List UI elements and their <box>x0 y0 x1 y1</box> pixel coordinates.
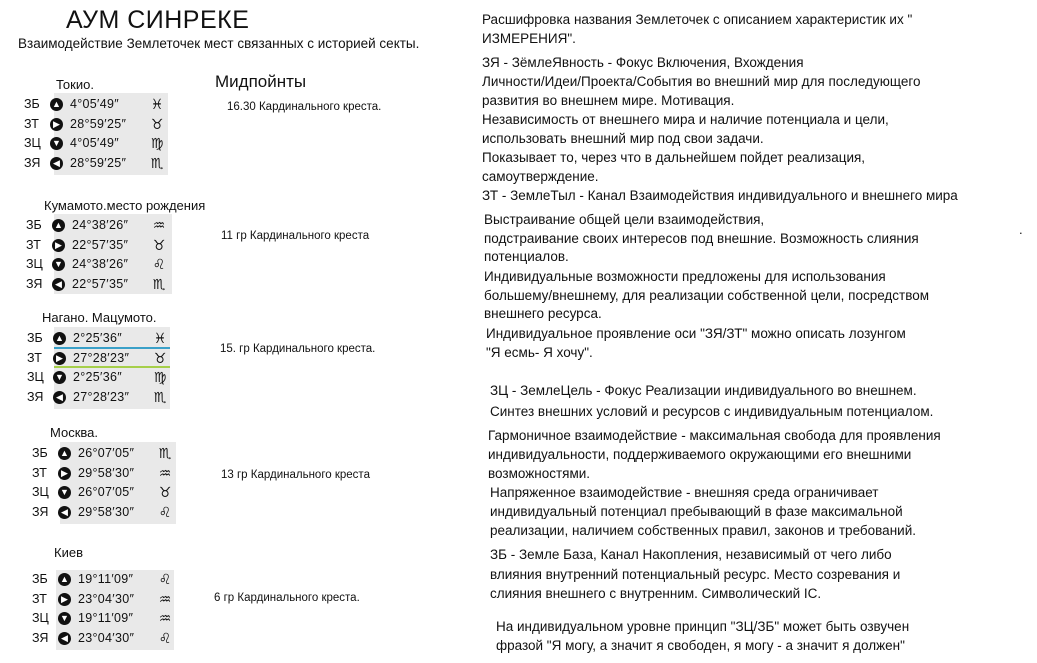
point-label: ЗЯ <box>27 389 44 404</box>
arrow-right-icon: ▶ <box>58 593 71 606</box>
arrow-down-icon: ▼ <box>58 486 71 499</box>
arrow-left-icon: ◀ <box>53 391 66 404</box>
zodiac-sign-icon: ♉ <box>150 115 164 132</box>
point-label: ЗТ <box>24 116 39 131</box>
position-row <box>24 134 174 153</box>
position-row <box>27 329 177 348</box>
arrow-down-icon: ▼ <box>52 258 65 271</box>
position-row <box>32 609 182 628</box>
arrow-up-icon: ▲ <box>50 98 63 111</box>
green-highlight-line <box>54 366 170 368</box>
arrow-left-icon: ◀ <box>50 157 63 170</box>
position-row <box>26 255 176 274</box>
arrow-right-icon: ▶ <box>58 467 71 480</box>
position-row <box>32 503 182 522</box>
description-line: индивидуальный потенциал пребывающий в фазе максимальной <box>490 504 903 519</box>
description-line: Расшифровка названия Землеточек с описанием характеристик их " <box>482 12 913 27</box>
city-name: Кумамото.место рождения <box>44 198 206 213</box>
position-row <box>24 115 174 134</box>
degree-value: 27°28′23″ <box>73 350 130 365</box>
page-subtitle: Взаимодействие Землеточек мест связанных с историей секты. <box>18 36 420 51</box>
point-label: ЗЯ <box>26 276 43 291</box>
zodiac-sign-icon: ♌ <box>158 629 172 646</box>
point-label: ЗЦ <box>32 611 49 625</box>
description-line: Личности/Идеи/Проекта/События во внешний мир для последующего <box>482 74 921 89</box>
degree-value: 29°58′30″ <box>78 465 135 480</box>
description-line: "Я есмь- Я хочу". <box>486 345 593 360</box>
degree-value: 19°11′09″ <box>78 572 134 586</box>
arrow-up-icon: ▲ <box>58 447 71 460</box>
description-line: развития во внешнем мире. Мотивация. <box>482 93 735 108</box>
description-line: Показывает то, через что в дальнейшем пойдет реализация, <box>482 150 866 165</box>
point-label: ЗТ <box>32 591 47 606</box>
point-label: ЗБ <box>32 572 48 586</box>
description-line: Напряженное взаимодействие - внешняя среда ограничивает <box>490 485 879 500</box>
midpoint-value: 6 гр Кардинального креста. <box>214 592 360 604</box>
point-label: ЗЦ <box>26 257 43 271</box>
degree-value: 4°05′49″ <box>70 136 119 150</box>
position-row <box>27 349 177 368</box>
description-line: реализации, наличием собственных правил, законов и требований. <box>490 523 916 538</box>
description-line: Независимость от внешнего мира и наличие потенциала и цели, <box>482 112 889 127</box>
description-line: ЗБ - Земле База, Канал Накопления, независимый от чего либо <box>490 547 892 562</box>
description-line: большему/внешнему, для реализации собственной цели, посредством <box>484 288 930 303</box>
zodiac-sign-icon: ♒ <box>158 590 172 607</box>
degree-value: 26°07′05″ <box>78 446 135 460</box>
description-line: возможностями. <box>488 466 591 481</box>
blue-highlight-line <box>54 347 170 349</box>
midpoint-value: 13 гр Кардинального креста <box>221 469 370 481</box>
description-line: индивидуальности, поддерживаемого окружающими его внешними <box>488 447 912 462</box>
arrow-left-icon: ◀ <box>52 278 65 291</box>
degree-value: 19°11′09″ <box>78 611 134 625</box>
degree-value: 22°57′35″ <box>72 276 129 291</box>
arrow-up-icon: ▲ <box>53 332 66 345</box>
point-label: ЗТ <box>26 237 41 252</box>
zodiac-sign-icon: ♏ <box>153 388 167 405</box>
description-line: ЗТ - ЗемлеТыл - Канал Взаимодействия индивидуального и внешнего мира <box>482 188 958 203</box>
description-line: использовать внешний мир под свои задачи. <box>482 131 764 146</box>
midpoint-value: 16.30 Кардинального креста. <box>227 101 382 113</box>
description-line: Синтез внешних условий и ресурсов с индивидуальным потенциалом. <box>490 404 934 419</box>
arrow-down-icon: ▼ <box>50 137 63 150</box>
degree-value: 27°28′23″ <box>73 389 130 404</box>
degree-value: 23°04′30″ <box>78 591 135 606</box>
degree-value: 28°59′25″ <box>70 116 127 131</box>
point-label: ЗТ <box>32 465 47 480</box>
arrow-down-icon: ▼ <box>58 612 71 625</box>
degree-value: 26°07′05″ <box>78 485 135 499</box>
stray-dot: . <box>1019 222 1023 237</box>
zodiac-sign-icon: ♍ <box>153 369 167 385</box>
position-row <box>26 216 176 235</box>
arrow-down-icon: ▼ <box>53 371 66 384</box>
description-line: подстраивание своих интересов под внешние. Возможность слияния <box>484 231 919 246</box>
zodiac-sign-icon: ♒ <box>158 610 172 626</box>
zodiac-sign-icon: ♒ <box>158 464 172 481</box>
midpoint-value: 15. гр Кардинального креста. <box>220 343 376 355</box>
zodiac-sign-icon: ♒ <box>152 217 166 233</box>
arrow-up-icon: ▲ <box>58 573 71 586</box>
arrow-right-icon: ▶ <box>52 239 65 252</box>
point-label: ЗБ <box>27 331 43 345</box>
arrow-left-icon: ◀ <box>58 632 71 645</box>
degree-value: 29°58′30″ <box>78 504 135 519</box>
city-name: Нагано. Мацумото. <box>42 310 157 325</box>
description-line: ЗЦ - ЗемлеЦель - Фокус Реализации индивидуального во внешнем. <box>490 383 917 398</box>
city-name: Москва. <box>50 425 98 440</box>
zodiac-sign-icon: ♌ <box>152 256 166 272</box>
position-row <box>32 444 182 463</box>
degree-value: 24°38′26″ <box>72 257 129 271</box>
zodiac-sign-icon: ♉ <box>152 236 166 253</box>
point-label: ЗЦ <box>27 370 44 384</box>
degree-value: 2°25′36″ <box>73 331 122 345</box>
degree-value: 23°04′30″ <box>78 630 135 645</box>
zodiac-sign-icon: ♏ <box>158 445 172 461</box>
midpoints-heading: Мидпойнты <box>215 72 307 91</box>
zodiac-sign-icon: ♉ <box>153 349 167 366</box>
zodiac-sign-icon: ♉ <box>158 484 172 500</box>
zodiac-sign-icon: ♌ <box>158 571 172 587</box>
point-label: ЗЦ <box>24 136 41 150</box>
position-row <box>32 570 182 589</box>
description-line: самоутверждение. <box>482 169 599 184</box>
description-line: Индивидуальные возможности предложены для использования <box>484 269 886 284</box>
point-label: ЗТ <box>27 350 42 365</box>
degree-value: 24°38′26″ <box>72 218 129 232</box>
description-line: внешнего ресурса. <box>484 306 602 321</box>
zodiac-sign-icon: ♏ <box>150 154 164 171</box>
position-row <box>32 483 182 502</box>
description-line: На индивидуальном уровне принцип "ЗЦ/ЗБ" может быть озвучен <box>496 619 910 634</box>
position-row <box>32 629 182 648</box>
point-label: ЗЦ <box>32 485 49 499</box>
zodiac-sign-icon: ♌ <box>158 503 172 520</box>
position-row <box>32 464 182 483</box>
degree-value: 2°25′36″ <box>73 370 122 384</box>
point-label: ЗЯ <box>32 504 49 519</box>
degree-value: 4°05′49″ <box>70 97 119 111</box>
position-row <box>26 236 176 255</box>
position-row <box>27 368 177 387</box>
description-line: Гармоничное взаимодействие - максимальная свобода для проявления <box>488 428 941 443</box>
description-line: Индивидуальное проявление оси "ЗЯ/ЗТ" можно описать лозунгом <box>486 326 906 341</box>
position-row <box>27 388 177 407</box>
description-line: влияния внутренний потенциальный ресурс. Место созревания и <box>490 567 901 582</box>
arrow-up-icon: ▲ <box>52 219 65 232</box>
arrow-right-icon: ▶ <box>53 352 66 365</box>
description-line: Выстраивание общей цели взаимодействия, <box>484 212 765 227</box>
zodiac-sign-icon: ♍ <box>150 135 164 151</box>
position-row <box>24 95 174 114</box>
arrow-right-icon: ▶ <box>50 118 63 131</box>
midpoint-value: 11 гр Кардинального креста <box>221 230 370 242</box>
position-row <box>32 590 182 609</box>
zodiac-sign-icon: ♓ <box>150 96 164 112</box>
description-line: фразой "Я могу, а значит я свободен, я могу - а значит я должен" <box>496 638 905 653</box>
position-row <box>26 275 176 294</box>
description-line: ЗЯ - ЗёмлеЯвность - Фокус Включения, Вхождения <box>482 55 804 70</box>
city-name: Киев <box>54 545 83 560</box>
point-label: ЗЯ <box>32 630 49 645</box>
description-line: ИЗМЕРЕНИЯ". <box>482 31 576 46</box>
zodiac-sign-icon: ♓ <box>153 330 167 346</box>
point-label: ЗБ <box>32 446 48 460</box>
description-line: слияния внешнего с внутренним. Символический IC. <box>490 586 822 601</box>
degree-value: 22°57′35″ <box>72 237 129 252</box>
description-line: потенциалов. <box>484 249 569 264</box>
point-label: ЗБ <box>24 97 40 111</box>
degree-value: 28°59′25″ <box>70 155 127 170</box>
position-row <box>24 154 174 173</box>
point-label: ЗЯ <box>24 155 41 170</box>
zodiac-sign-icon: ♏ <box>152 275 166 292</box>
arrow-left-icon: ◀ <box>58 506 71 519</box>
point-label: ЗБ <box>26 218 42 232</box>
page-title: АУМ СИНРЕКЕ <box>66 6 250 34</box>
city-name: Токио. <box>56 77 94 92</box>
